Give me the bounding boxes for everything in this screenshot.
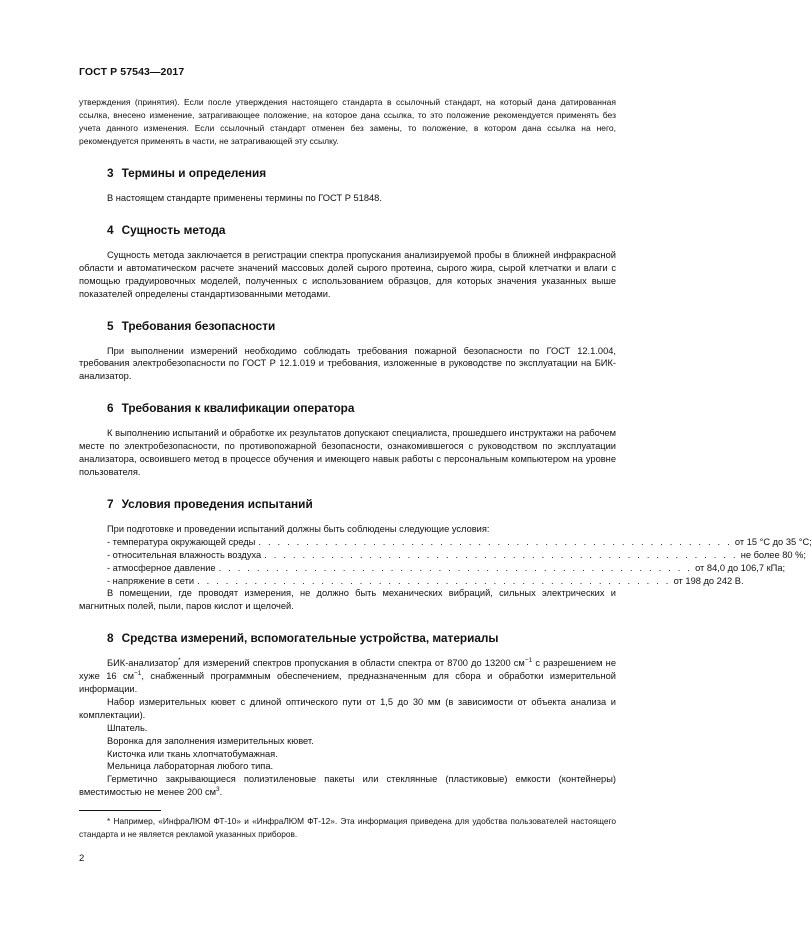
section-8-heading [107,631,616,645]
condition-row [79,536,812,549]
section-title: Требования к квалификации оператора [121,401,355,416]
page-number: 2 [79,853,85,864]
condition-label: - напряжение в сети [107,575,195,586]
section-number: 3 [107,166,114,180]
section-8-item: Кисточка или ткань хлопчатобумажная. [107,748,278,759]
text-fragment: . [219,787,223,798]
document-code-header: ГОСТ Р 57543—2017 [79,66,185,78]
section-3-paragraph: В настоящем стандарте применены термины по ГОСТ Р 51848. [107,193,382,203]
section-8-paragraph-cuvettes: Набор измерительных кювет с длиной оптического пути от 1,5 до 30 мм (в зависимости от объекта анализа и комплектации). [79,696,616,720]
section-number: 6 [107,401,114,416]
text-fragment: для измерений спектров пропускания в области спектра от 8700 до 13200 см [180,658,525,669]
section-5-heading [107,319,616,333]
page-content [79,96,812,799]
text-fragment: , снабженный программным обеспечением, предназначенным для сбора и обработки измерительной информации. [79,671,616,695]
condition-row [79,575,744,588]
section-number: 8 [107,631,114,646]
superscript: 3 [216,786,220,794]
section-7-heading [107,497,616,511]
intro-paragraph: утверждения (принятия). Если после утверждения настоящего стандарта в ссылочный стандарт, на который дана датированная ссылка, внесено изменение, затрагивающее положение, на которое дана ссылка, то это положение рекомендуется применять без учета данного изменения. Если ссылочный стандарт отменен без замены, то положение, в котором дана ссылка на него, рекомендуется применять в части, не затрагивающей эту ссылку. [79,97,616,146]
superscript: −1 [524,657,533,665]
section-number: 4 [107,222,114,237]
condition-row [79,549,807,562]
condition-value: от 84,0 до 106,7 кПа; [695,562,786,573]
section-8-paragraph-analyzer [79,657,616,696]
section-title: Сущность метода [121,222,226,237]
section-title: Требования безопасности [121,318,276,333]
superscript: −1 [134,670,142,678]
section-title: Средства измерений, вспомогательные устройства, материалы [121,631,499,646]
dot-leader: . . . . . . . . . . . . . . . . . . . . . . . . . . . . . . . . . . . . . . . . . . . . . . . . . . [258,536,732,547]
dot-leader: . . . . . . . . . . . . . . . . . . . . . . . . . . . . . . . . . . . . . . . . . . . . . . . . . . [264,549,738,560]
section-3-heading [107,166,616,180]
condition-label: - температура окружающей среды [107,536,256,547]
section-number: 7 [107,496,114,511]
dot-leader: . . . . . . . . . . . . . . . . . . . . . . . . . . . . . . . . . . . . . . . . . . . . . . . . . . [218,562,693,573]
section-title: Условия проведения испытаний [121,496,313,511]
condition-value: от 198 до 242 В. [673,575,744,586]
section-4-paragraph: Сущность метода заключается в регистрации спектра пропускания анализируемой пробы в ближней инфракрасной области и автоматическом расчете значений массовых долей сырого протеина, сырого жира, сырой клетчатки и влаги с помощью градуировочных моделей, полученных с использованием образцов, для которых значения указанных выше показателей определены стандартизованными методами. [79,249,616,299]
condition-row [79,562,786,575]
section-6-heading [107,401,616,415]
section-8-item: Мельница лабораторная любого типа. [107,761,274,772]
footnote-divider [79,810,161,811]
section-title: Термины и определения [121,166,267,180]
text-fragment: БИК-анализатор [107,658,179,669]
section-7-lead: При подготовке и проведении испытаний должны быть соблюдены следующие условия: [107,523,490,534]
section-8-paragraph-containers [79,773,616,799]
section-8-item: Воронка для заполнения измерительных кювет. [107,735,314,746]
section-4-heading [107,223,616,237]
section-8-item: Шпатель. [107,722,148,733]
section-7-paragraph: В помещении, где проводят измерения, не должно быть механических вибраций, сильных электрических и магнитных полей, пыли, паров кислот и щелочей. [79,588,616,612]
text-fragment: с разрешением не хуже 16 см [79,658,616,682]
section-5-paragraph: При выполнении измерений необходимо соблюдать требования пожарной безопасности по ГОСТ 12.1.004, требования электробезопасности по ГОСТ Р 12.1.019 и требования, изложенные в руководстве по эксплуатации на БИК-анализатор. [79,345,616,382]
footnote-marker: * [178,657,181,665]
condition-value: не более 80 %; [740,549,807,560]
condition-label: - атмосферное давление [107,562,216,573]
condition-value: от 15 °С до 35 °С; [734,536,812,547]
condition-label: - относительная влажность воздуха [107,549,262,560]
section-6-paragraph: К выполнению испытаний и обработке их результатов допускают специалиста, прошедшего инструктажи на рабочем месте по электробезопасности, по противопожарной безопасности, ознакомившегося с руководством по эксплуатации анализатора, освоившего метод в процессе обучения и имеющего навык работы с персональным компьютером на уровне пользователя. [79,428,616,477]
text-fragment: Герметично закрывающиеся полиэтиленовые пакеты или стеклянные (пластиковые) емкости (контейнеры) вместимостью не менее 200 см [79,774,616,798]
footnote: * Например, «ИнфраЛЮМ ФТ-10» и «ИнфраЛЮМ ФТ-12». Эта информация приведена для удобства пользователей настоящего стандарта и не является рекламой указанных приборов. [79,816,616,839]
section-number: 5 [107,318,114,333]
dot-leader: . . . . . . . . . . . . . . . . . . . . . . . . . . . . . . . . . . . . . . . . . . . . . . . . . . [197,575,671,586]
